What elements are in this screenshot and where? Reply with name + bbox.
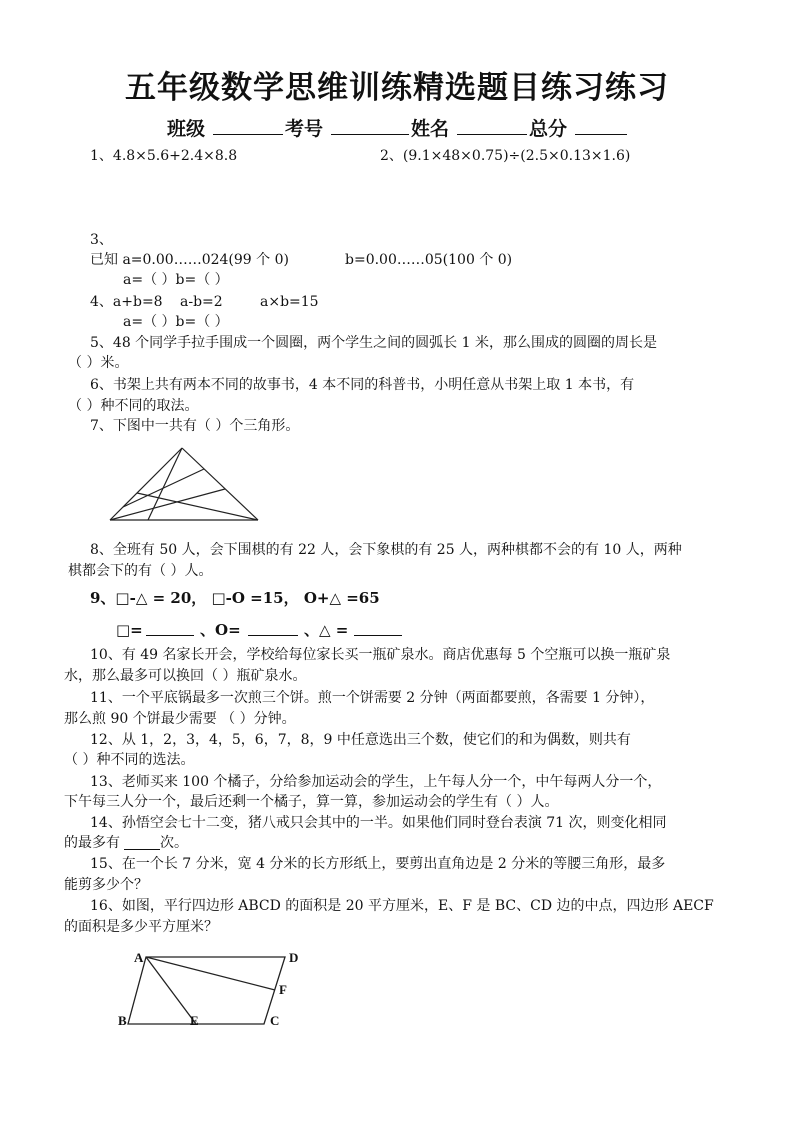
question-4-eq1: 4、a+b=8 [90,294,163,310]
label-c: C [270,1013,280,1028]
question-8: 8、全班有 50 人，会下围棋的有 22 人，会下象棋的有 25 人，两种棋都不会的有 10 人，两种 [90,542,682,558]
question-9-circle-label: 、O= [200,621,241,639]
question-6: 6、书架上共有两本不同的故事书，4 本不同的科普书，小明任意从书架上取 1 本书，有 [90,377,635,393]
label-e: E [190,1013,199,1028]
question-1: 1、4.8×5.6+2.4×8.8 [90,148,238,164]
question-14-prefix: 的最多有 [64,835,120,851]
score-label: 总分 [529,118,568,140]
name-label: 姓名 [411,118,450,140]
question-16-line-2: 的面积是多少平方厘米？ [64,919,218,935]
question-4-eq2: a-b=2 [180,294,223,310]
question-12: 12、从 1，2，3，4，5，6，7，8，9 中任意选出三个数，使它们的和为偶数，则共有 [90,732,631,748]
page-title: 五年级数学思维训练精选题目练习练习 [125,70,669,106]
question-4-answer: a=（ ）b=（ ） [123,314,229,330]
question-7: 7、下图中一共有（ ）个三角形。 [90,418,300,434]
question-9: 9、□-△ = 20， □-O =15， O+△ =65 [90,589,380,607]
label-a: A [134,950,144,965]
question-3-a: 已知 a=0.00……024(99 个 0) [90,252,289,268]
question-9-square-label: □= [116,621,143,639]
question-12-answer: （ ）种不同的选法。 [64,752,195,768]
question-14: 14、孙悟空会七十二变，猪八戒只会其中的一半。如果他们同时登台表演 71 次，则变化相同 [90,815,667,831]
question-11-answer: 那么煎 90 个饼最少需要 （ ）分钟。 [64,711,296,727]
question-15-line-2: 能剪多少个？ [64,877,148,893]
question-13-answer: 下午每三人分一个，最后还剩一个橘子，算一算，参加运动会的学生有（ ）人。 [64,794,559,810]
question-3-answer: a=（ ）b=（ ） [123,272,229,288]
exam-number-label: 考号 [285,118,324,140]
label-d: D [289,950,299,965]
question-11: 11、一个平底锅最多一次煎三个饼。煎一个饼需要 2 分钟（两面都要煎，各需要 1 分钟）， [90,690,655,706]
class-label: 班级 [167,118,206,140]
question-13: 13、老师买来 100 个橘子，分给参加运动会的学生，上午每人分一个，中午每两人分一个， [90,774,662,790]
question-2: 2、(9.1×48×0.75)÷(2.5×0.13×1.6) [380,148,631,164]
question-6-answer: （ ）种不同的取法。 [68,398,199,414]
label-f: F [279,982,287,997]
question-5-answer: （ ）米。 [68,355,129,371]
question-15: 15、在一个长 7 分米，宽 4 分米的长方形纸上，要剪出直角边是 2 分米的等腰三角形，最多 [90,856,666,872]
question-5: 5、48 个同学手拉手围成一个圆圈，两个学生之间的圆弧长 1 米，那么围成的圆圈的周长是 [90,335,657,351]
question-16: 16、如图，平行四边形 ABCD 的面积是 20 平方厘米，E、F 是 BC、CD 边的中点，四边形 AECF [90,898,714,914]
question-3-number: 3、 [90,232,113,248]
question-4-eq3: a×b=15 [260,294,319,310]
label-b: B [118,1013,127,1028]
question-9-triangle-label: 、△ = [304,621,349,639]
question-3-b: b=0.00……05(100 个 0) [345,252,513,268]
question-10: 10、有 49 名家长开会，学校给每位家长买一瓶矿泉水。商店优惠每 5 个空瓶可以换一瓶矿泉 [90,647,671,663]
question-10-answer: 水，那么最多可以换回（ ）瓶矿泉水。 [64,668,307,684]
question-14-suffix: 次。 [160,835,188,851]
question-8-answer: 棋都会下的有（ ）人。 [68,563,213,579]
